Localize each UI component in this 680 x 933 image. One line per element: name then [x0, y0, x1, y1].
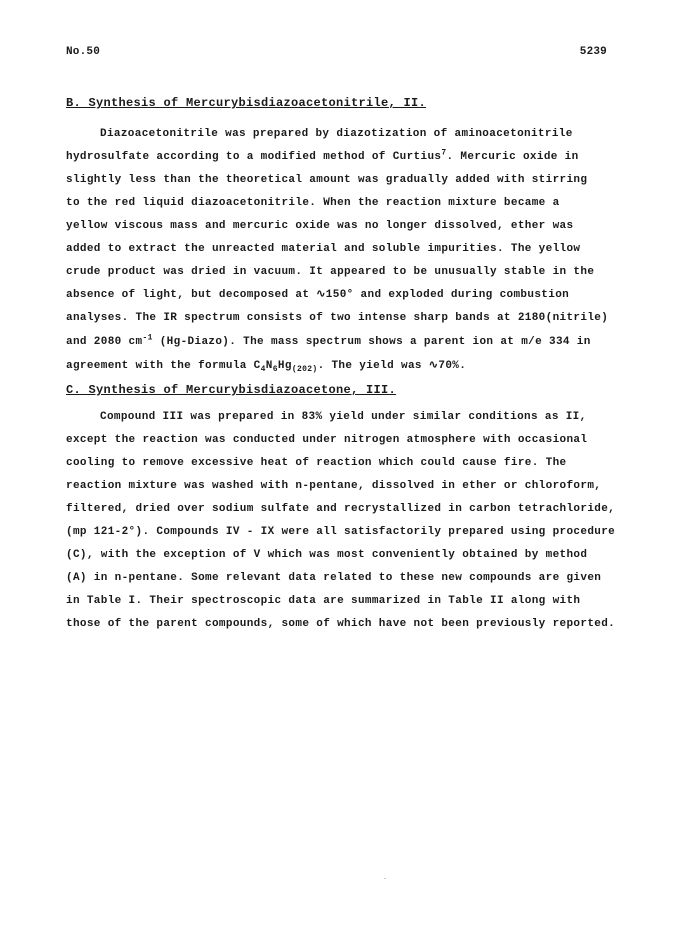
paragraph-c-line-6: (mp 121-2°). Compounds IV - IX were all satisfactorily prepared using procedure	[66, 526, 616, 538]
journal-issue: No.50	[66, 46, 101, 58]
paragraph-b-line-1: Diazoacetonitrile was prepared by diazotization of aminoacetonitrile	[100, 128, 573, 140]
paragraph-c-line-10: those of the parent compounds, some of which have not been previously reported.	[66, 618, 616, 630]
paragraph-b-line-5: yellow viscous mass and mercuric oxide was no longer dissolved, ether was	[66, 220, 574, 232]
paragraph-b-line-7: crude product was dried in vacuum. It appeared to be unusually stable in the	[66, 266, 595, 278]
paragraph-b-line-9: analyses. The IR spectrum consists of two intense sharp bands at 2180(nitrile)	[66, 312, 609, 324]
paragraph-b-line-11	[66, 359, 466, 373]
page-number: 5239	[579, 46, 607, 58]
formula-element: N	[265, 360, 273, 372]
paragraph-b-line-3: slightly less than the theoretical amount was gradually added with stirring	[66, 174, 588, 186]
line-text: agreement with the formula C	[66, 360, 261, 372]
formula-element: Hg	[277, 360, 292, 372]
section-b-heading: B. Synthesis of Mercurybisdiazoacetonitrile, II.	[66, 96, 427, 110]
formula-subscript: 4	[260, 365, 266, 375]
unit-superscript: -1	[142, 333, 153, 343]
paragraph-c-line-8: (A) in n-pentane. Some relevant data related to these new compounds are given	[66, 572, 602, 584]
paragraph-c-line-7: (C), with the exception of V which was most conveniently obtained by method	[66, 549, 588, 561]
formula-subscript: 6	[272, 365, 278, 375]
line-text: (Hg-Diazo). The mass spectrum shows a parent ion at m/e 334 in	[152, 336, 591, 348]
paragraph-c-line-4: reaction mixture was washed with n-pentane, dissolved in ether or chloroform,	[66, 480, 602, 492]
line-text: hydrosulfate according to a modified method of Curtius	[66, 151, 442, 163]
paragraph-b-line-4: to the red liquid diazoacetonitrile. When the reaction mixture became a	[66, 197, 560, 209]
paragraph-b-line-8: absence of light, but decomposed at ∿150° and exploded during combustion	[66, 289, 570, 301]
paragraph-c-line-9: in Table I. Their spectroscopic data are summarized in Table II along with	[66, 595, 581, 607]
paragraph-c-line-3: cooling to remove excessive heat of reaction which could cause fire. The	[66, 457, 567, 469]
paragraph-b-line-6: added to extract the unreacted material and soluble impurities. The yellow	[66, 243, 581, 255]
paragraph-c-line-2: except the reaction was conducted under nitrogen atmosphere with occasional	[66, 434, 588, 446]
formula-subscript: (202)	[291, 365, 318, 375]
paragraph-c-line-1: Compound III was prepared in 83% yield under similar conditions as II,	[100, 411, 587, 423]
paragraph-b-line-10	[66, 335, 591, 349]
section-c-heading: C. Synthesis of Mercurybisdiazoacetone, III.	[66, 383, 397, 397]
reference-superscript: 7	[441, 148, 447, 158]
scan-speck	[384, 878, 386, 879]
line-text: . Mercuric oxide in	[446, 151, 579, 163]
line-text: and 2080 cm	[66, 336, 143, 348]
paragraph-c-line-5: filtered, dried over sodium sulfate and recrystallized in carbon tetrachloride,	[66, 503, 616, 515]
paragraph-b-line-2	[66, 150, 579, 164]
line-text: . The yield was ∿70%.	[317, 360, 467, 372]
